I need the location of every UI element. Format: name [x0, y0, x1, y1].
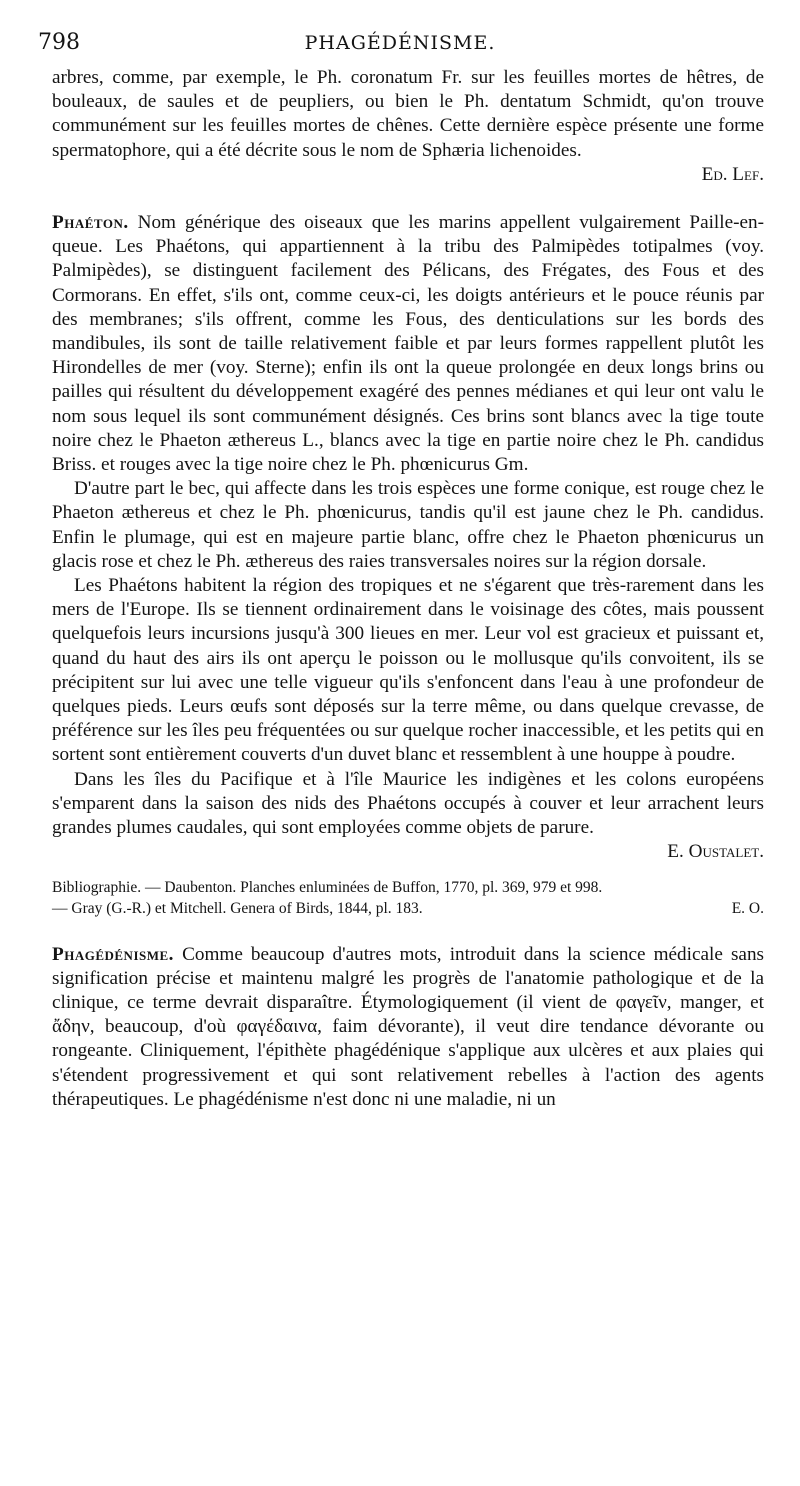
- phaeton-lemma: Phaéton.: [52, 212, 129, 234]
- continued-signature: Ed. Lef.: [701, 163, 764, 185]
- page-body: [52, 66, 764, 1112]
- bibliography-line-2: — Gray (G.-R.) et Mitchell. Genera of Birds, 1844, pl. 183.: [52, 899, 423, 917]
- continued-paragraph: [52, 66, 764, 187]
- phagedenisme-entry: [52, 943, 764, 1112]
- bibliography-line-1: Bibliographie. — Daubenton. Planches enluminées de Buffon, 1770, pl. 369, 979 et 998.: [52, 878, 603, 896]
- phagedenisme-lemma: Phagédénisme.: [52, 943, 174, 965]
- phaeton-paragraph-3: Les Phaétons habitent la région des tropiques et ne s'égarent que très-rarement dans les mers de l'Europe. Ils se tiennent ordinairement dans le voisinage des côtes, mais poussent quelquefois leurs incursions jusqu'à 300 lieues en mer. Leur vol est gracieux et puissant et, quand du haut des airs ils ont aperçu le poisson ou le mollusque qu'ils convoitent, ils se précipitent sur lui avec une telle vigueur qu'ils s'enfoncent dans l'eau à une profondeur de quelques pieds. Leurs œufs sont déposés sur la terre même, ou dans quelque crevasse, de préférence sur les îles peu fréquentées ou sur quelque rocher inaccessible, et les petits qui en sortent sont entièrement couverts d'un duvet blanc et ressemblent à une houppe à poudre.: [52, 575, 764, 766]
- phaeton-bibliography: [52, 877, 764, 919]
- phagedenisme-text: Comme beaucoup d'autres mots, introduit dans la science médicale sans signification précise et maintenu malgré les progrès de l'anatomie pathologique et de la clinique, ce terme devrait disparaître. Étymologiquement (il vient de φαγεῖν, manger, et ἄδην, beaucoup, d'où φαγέδαινα, faim dévorante), il veut dire tendance dévorante ou rongeante. Cliniquement, l'épithète phagédénique s'applique aux ulcères et aux plaies qui s'étendent progressivement et qui sont relativement rebelles à l'action des agents thérapeutiques. Le phagédénisme n'est donc ni une maladie, ni un: [52, 943, 764, 1110]
- continued-text: arbres, comme, par exemple, le Ph. coronatum Fr. sur les feuilles mortes de hêtres, de bouleaux, de saules et de peupliers, ou bien le Ph. dentatum Schmidt, qu'on trouve communément sur les feuilles mortes de chênes. Cette dernière espèce présente une forme spermatophore, qui a été décrite sous le nom de Sphæria lichenoides.: [52, 67, 764, 161]
- page-header: [38, 30, 762, 60]
- phaeton-entry-first: [52, 211, 764, 477]
- bibliography-signature: E. O.: [731, 899, 764, 917]
- phaeton-signature: E. Oustalet.: [667, 841, 764, 863]
- section-gap: [52, 187, 764, 211]
- page-number: 798: [38, 30, 80, 55]
- running-head: PHAGÉDÉNISME.: [304, 32, 496, 54]
- phaeton-paragraph-2: D'autre part le bec, qui affecte dans les trois espèces une forme conique, est rouge chez le Phaeton æthereus et chez le Ph. phœnicurus, tandis qu'il est jaune chez le Ph. candidus. Enfin le plumage, qui est en majeure partie blanc, offre chez le Phaeton phœnicurus un glacis rose et chez le Ph. æthereus des raies transversales noires sur la région dorsale.: [52, 478, 764, 572]
- section-gap-2: [52, 919, 764, 943]
- bibliography-line-2-row: [52, 898, 764, 919]
- phaeton-paragraph-4-text: Dans les îles du Pacifique et à l'île Maurice les indigènes et les colons européens s'emparent dans la saison des nids des Phaétons occupés à couver et leur arrachent leurs grandes plumes caudales, qui sont employées comme objets de parure.: [52, 768, 764, 839]
- phaeton-paragraph-4: [52, 768, 764, 865]
- phaeton-paragraph-1: Nom générique des oiseaux que les marins appellent vulgairement Paille-en-queue. Les Phaétons, qui appartiennent à la tribu des Palmipèdes totipalmes (voy. Palmipèdes), se distinguent facilement des Pélicans, des Frégates, des Fous et des Cormorans. En effet, s'ils ont, comme ceux-ci, les doigts antérieurs et le pouce réunis par des membranes; s'ils offrent, comme les Fous, des denticulations sur les bords des mandibules, ils sont de taille relativement faible et par leurs formes rappellent plutôt les Hirondelles de mer (voy. Sterne); enfin ils ont la queue prolongée en deux longs brins ou pailles qui résultent du développement exagéré des pennes médianes et qui leur ont valu le nom sous lequel ils sont communément désignés. Ces brins sont blancs avec la tige toute noire chez le Phaeton æthereus L., blancs avec la tige en partie noire chez le Ph. candidus Briss. et rouges avec la tige noire chez le Ph. phœnicurus Gm.: [52, 212, 765, 476]
